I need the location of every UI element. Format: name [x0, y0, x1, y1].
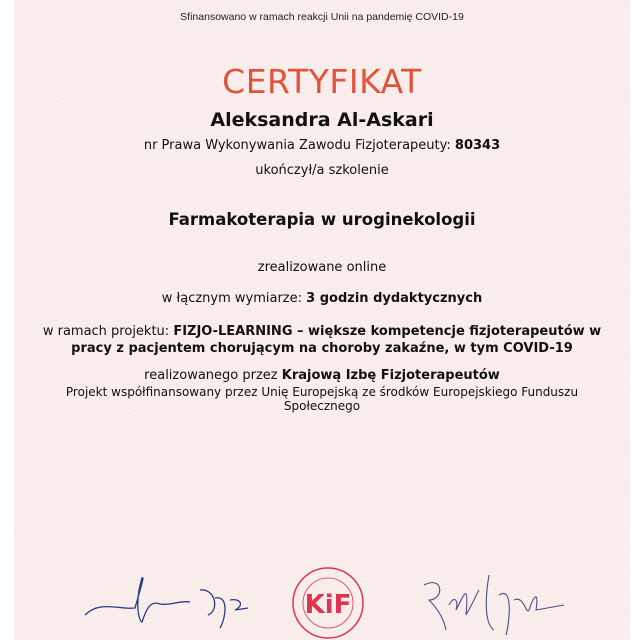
certificate-title: CERTYFIKAT [222, 62, 422, 101]
organizer-name: Krajową Izbę Fizjoterapeutów [281, 368, 500, 383]
seal-logo [288, 565, 368, 640]
svg-text:KiF: KiF [304, 590, 352, 620]
organizer-line [14, 368, 630, 383]
license-label: nr Prawa Wykonywania Zawodu Fizjoterapeuty: [143, 138, 451, 153]
project-line [34, 323, 610, 357]
signature-left [80, 570, 250, 630]
completed-text: ukończył/a szkolenie [255, 163, 389, 178]
hours-line [14, 291, 630, 306]
project-label: w ramach projektu: [42, 324, 170, 339]
mode-text: zrealizowane online [257, 260, 387, 275]
funding-note: Sfinansowano w ramach reakcji Unii na pandemię COVID-19 [180, 11, 464, 23]
organizer-label: realizowanego przez [144, 368, 278, 383]
hours-label: w łącznym wymiarze: [161, 291, 303, 306]
cofunding-note: Projekt współfinansowany przez Unię Europejską ze środków Europejskiego Funduszu Społecznego [65, 385, 579, 413]
certificate [14, 0, 630, 640]
hours-value: 3 godzin dydaktycznych [306, 291, 483, 306]
course-title: Farmakoterapia w uroginekologii [168, 210, 476, 229]
license-line [14, 138, 630, 153]
project-name: FIZJO-LEARNING – większe kompetencje fizjoterapeutów w pracy z pacjentem chorującym na choroby zakaźne, w tym COVID-19 [71, 324, 602, 356]
signature-right [414, 565, 574, 640]
license-number: 80343 [454, 138, 501, 153]
recipient-name: Aleksandra Al-Askari [210, 109, 434, 131]
